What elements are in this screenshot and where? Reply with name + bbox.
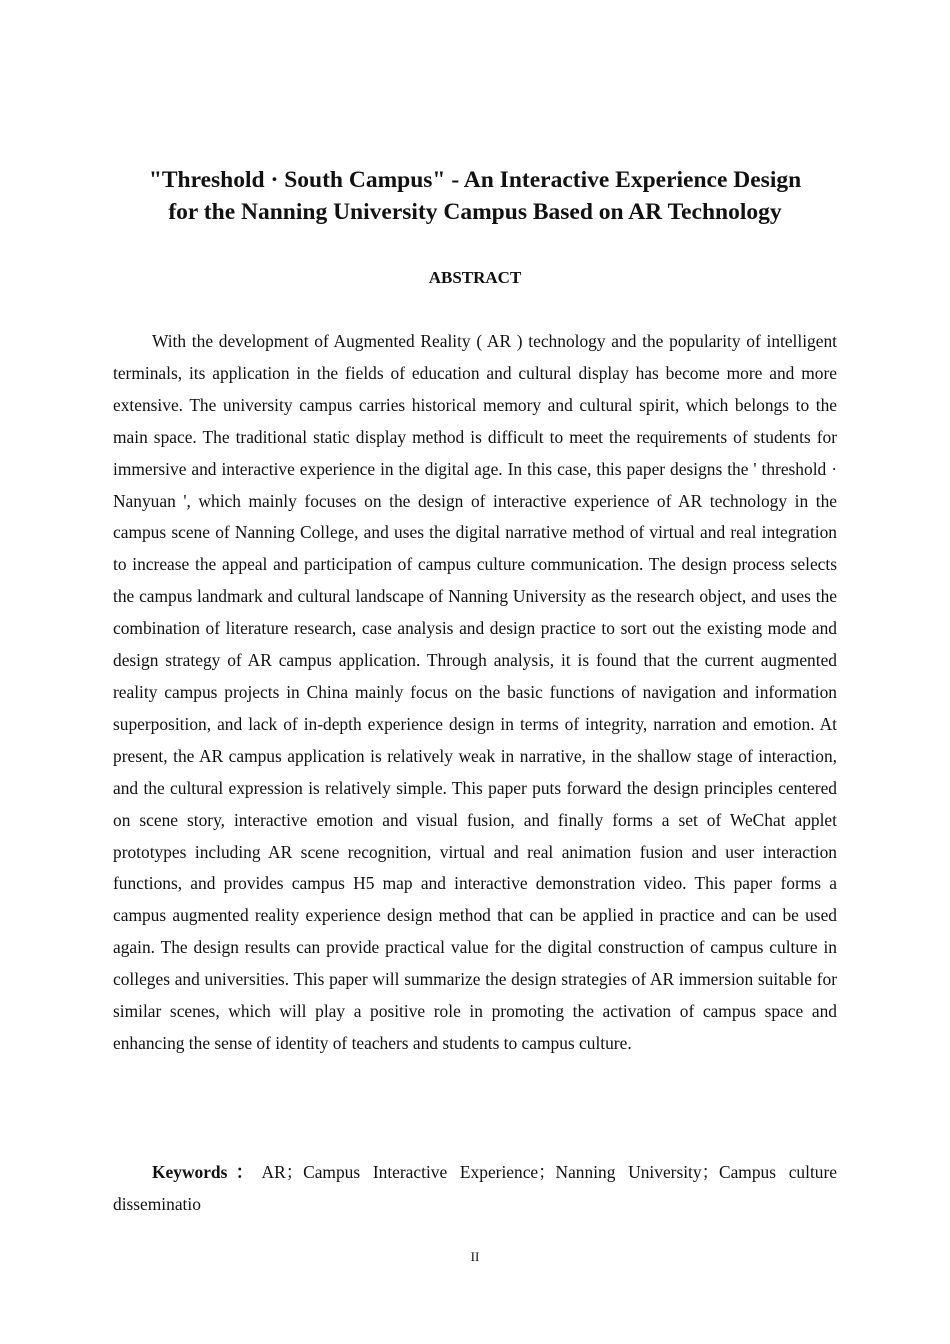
title-line-1: "Threshold · South Campus" - An Interactive Experience Design <box>148 167 802 193</box>
keywords-paragraph <box>113 1156 837 1220</box>
abstract-body: With the development of Augmented Reality ( AR ) technology and the popularity of intelligent terminals, its application in the fields of education and cultural display has become more and more extensive. The university campus carries historical memory and cultural spirit, which belongs to the main space. The traditional static display method is difficult to meet the requirements of students for immersive and interactive experience in the digital age. In this case, this paper designs the ' threshold · Nanyuan ', which mainly focuses on the design of interactive experience of AR technology in the campus scene of Nanning College, and uses the digital narrative method of virtual and real integration to increase the appeal and participation of campus culture communication. The design process selects the campus landmark and cultural landscape of Nanning University as the research object, and uses the combination of literature research, case analysis and design practice to sort out the existing mode and design strategy of AR campus application. Through analysis, it is found that the current augmented reality campus projects in China mainly focus on the basic functions of navigation and information superposition, and lack of in-depth experience design in terms of integrity, narration and emotion. At present, the AR campus application is relatively weak in narrative, in the shallow stage of interaction, and the cultural expression is relatively simple. This paper puts forward the design principles centered on scene story, interactive emotion and visual fusion, and finally forms a set of WeChat applet prototypes including AR scene recognition, virtual and real animation fusion and user interaction functions, and provides campus H5 map and interactive demonstration video. This paper forms a campus augmented reality experience design method that can be applied in practice and can be used again. The design results can provide practical value for the digital construction of campus culture in colleges and universities. This paper will summarize the design strategies of AR immersion suitable for similar scenes, which will play a positive role in promoting the activation of campus space and enhancing the sense of identity of teachers and students to campus culture. <box>113 331 837 1053</box>
abstract-heading: ABSTRACT <box>428 268 522 287</box>
title-line-2: for the Nanning University Campus Based on AR Technology <box>168 199 782 225</box>
page-number: II <box>470 1249 480 1264</box>
document-title <box>100 164 850 228</box>
keywords-label: Keywords： <box>152 1162 262 1182</box>
keywords-text: AR；Campus Interactive Experience；Nanning University；Campus culture disseminatio <box>113 1162 837 1214</box>
